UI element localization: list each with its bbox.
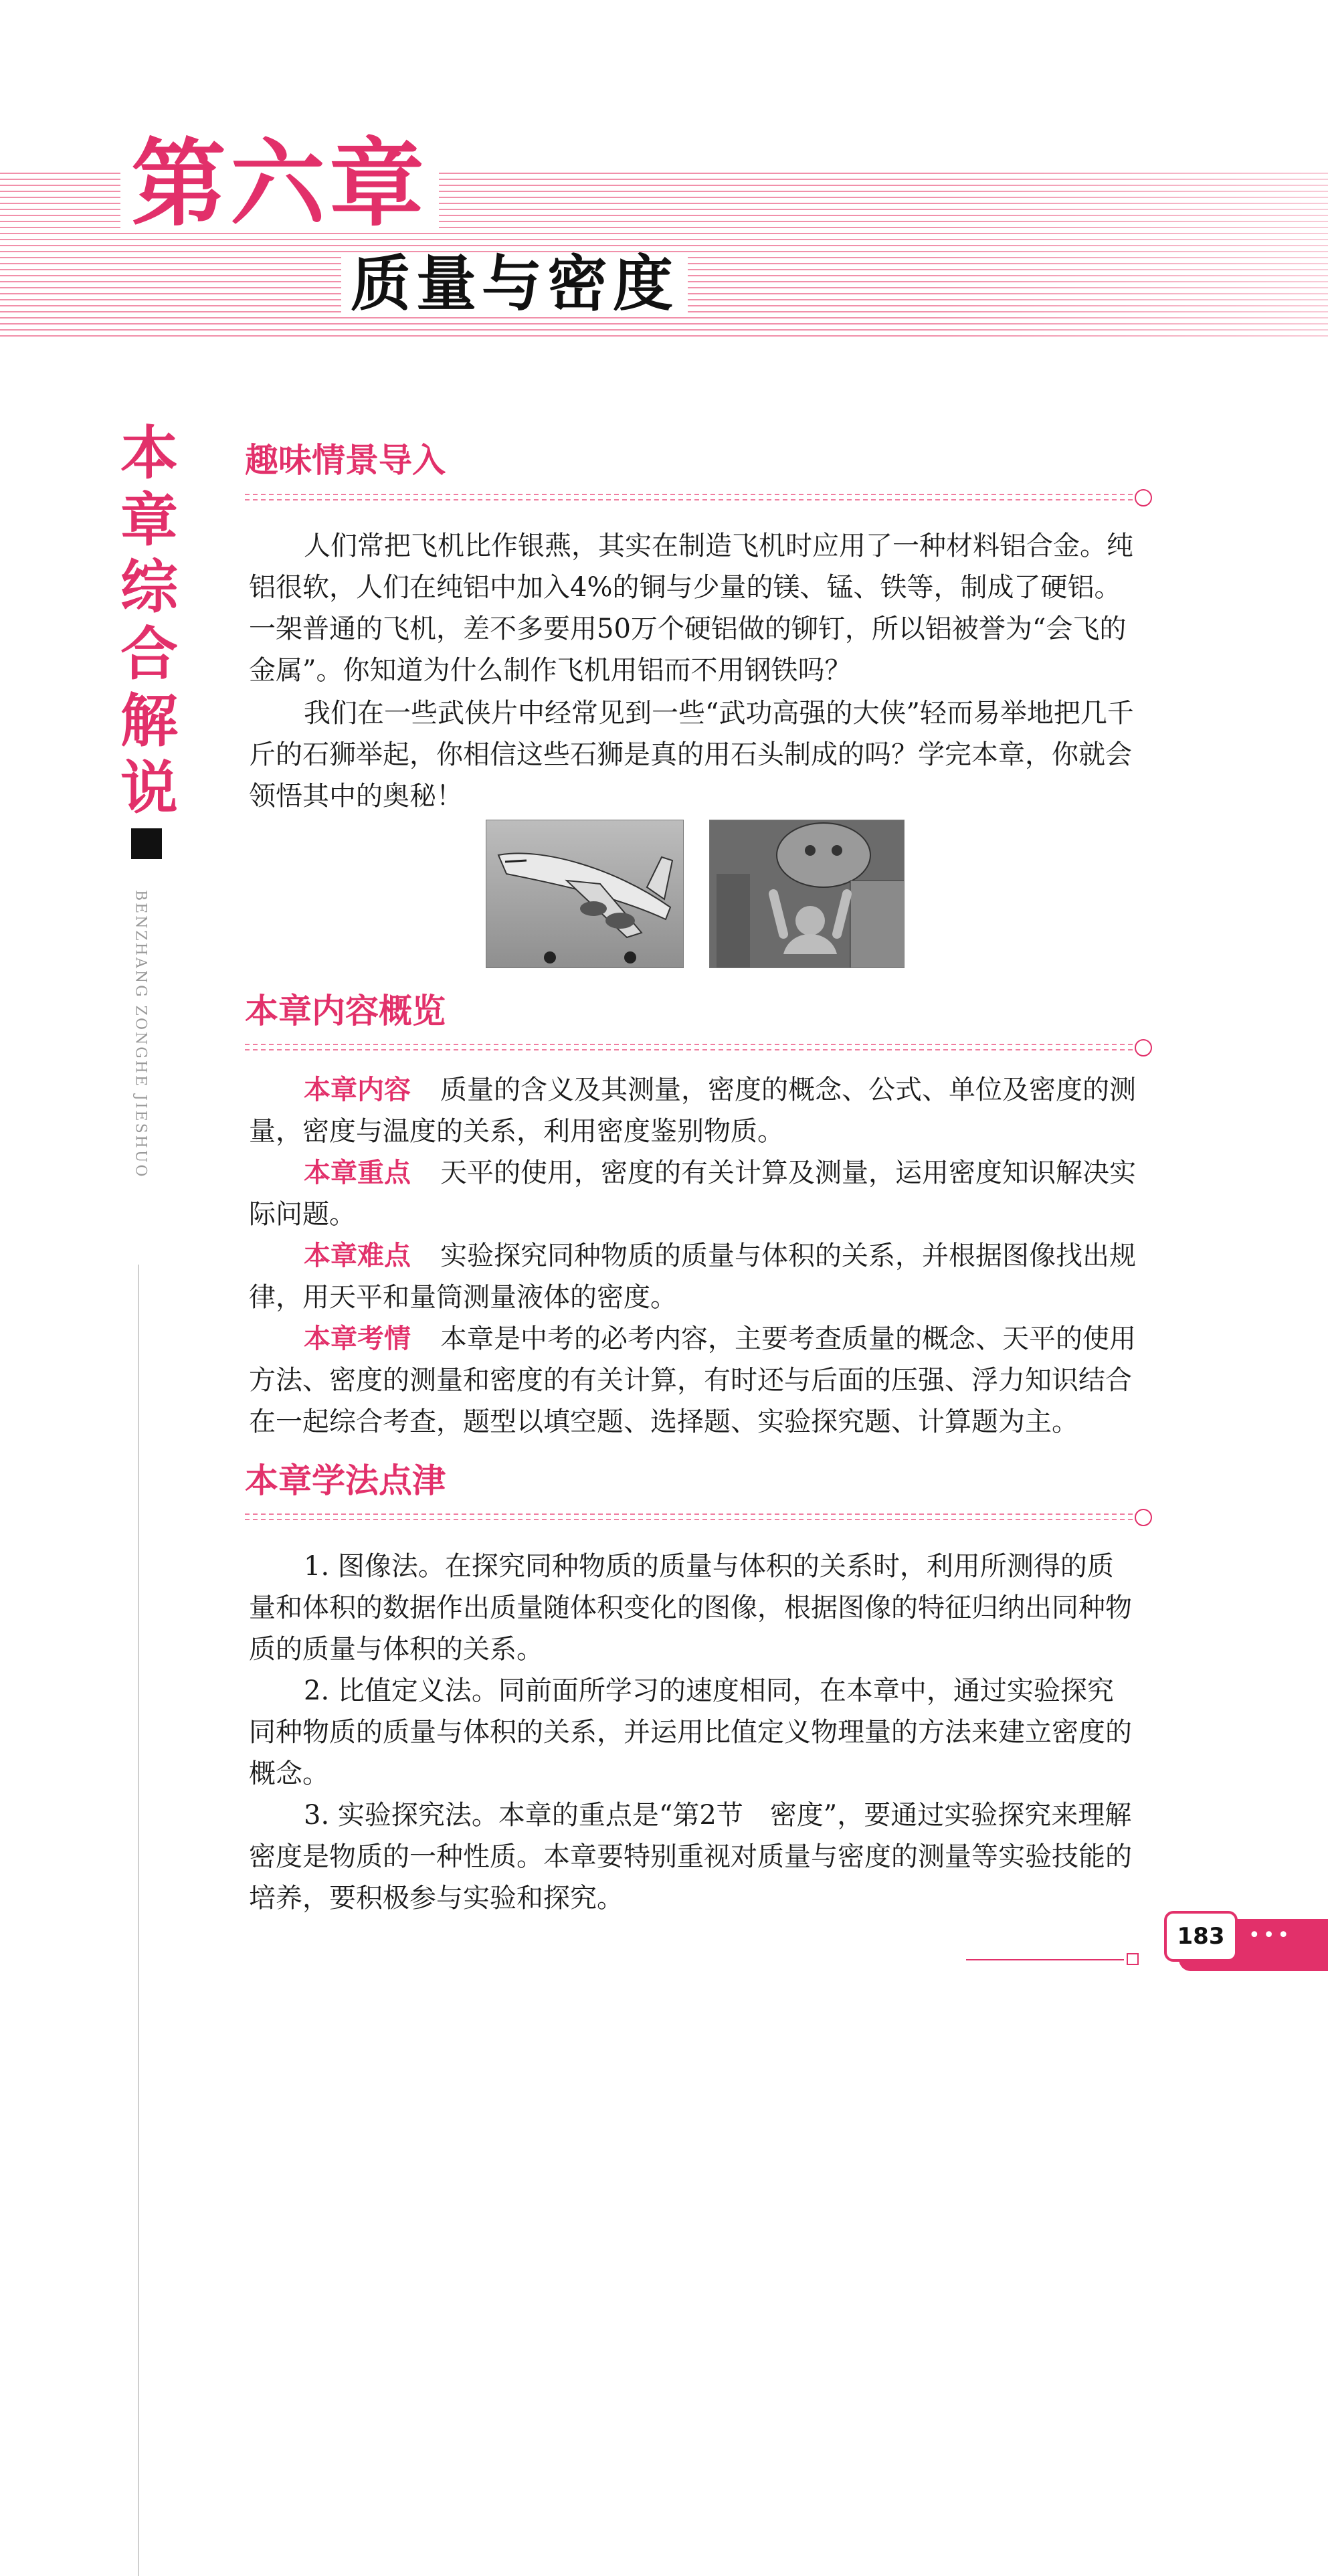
overview-text: 天平的使用，密度的有关计算及测量，运用密度知识解决实际问题。 (249, 1158, 1136, 1230)
divider-circle-icon (1135, 1039, 1152, 1056)
sidebar-latin-text: BENZHANG ZONGHE JIESHUO (132, 890, 149, 1179)
overview-label: 本章内容 (304, 1075, 411, 1105)
footer-dots-icon: ••• (1248, 1924, 1293, 1947)
section-divider (245, 1044, 1135, 1050)
overview-text: 质量的含义及其测量，密度的概念、公式、单位及密度的测量，密度与温度的关系，利用密度鉴别物质。 (249, 1075, 1136, 1147)
overview-text: 本章是中考的必考内容，主要考查质量的概念、天平的使用方法、密度的测量和密度的有关计算，有时还与后面的压强、浮力知识结合在一起综合考查，题型以填空题、选择题、实验探究题、计算题为主。 (249, 1323, 1136, 1437)
overview-item (249, 1235, 1139, 1318)
chapter-number: 第六章 (120, 137, 439, 232)
airplane-icon (486, 820, 684, 968)
intro-paragraph: 人们常把飞机比作银燕，其实在制造飞机时应用了一种材料铝合金。纯铝很软，人们在纯铝中加入4%的铜与少量的镁、锰、铁等，制成了硬铝。一架普通的飞机，差不多要用50万个硬铝做的铆钉，所以铝被誉为“会飞的金属”。你知道为什么制作飞机用铝而不用钢铁吗？ (249, 531, 1133, 686)
sidebar-title-char: 本 (120, 420, 178, 487)
airplane-photo (486, 820, 684, 968)
section-divider (245, 1513, 1135, 1520)
sidebar-title-char: 解 (120, 687, 178, 755)
overview-item (249, 1318, 1139, 1443)
sidebar-square-marker (131, 828, 162, 859)
method-paragraph: 2. 比值定义法。同前面所学习的速度相同，在本章中，通过实验探究同种物质的质量与体积的关系，并运用比值定义物理量的方法来建立密度的概念。 (249, 1675, 1132, 1789)
overview-item (249, 1069, 1139, 1152)
overview-label: 本章重点 (304, 1158, 411, 1188)
sidebar-title-char: 章 (120, 486, 178, 554)
section-heading-overview: 本章内容概览 (245, 992, 446, 1030)
section-divider (245, 494, 1135, 500)
sidebar-title-char: 说 (120, 754, 178, 822)
divider-circle-icon (1135, 489, 1152, 507)
section-heading-intro: 趣味情景导入 (245, 441, 446, 480)
stone-lion-photo (709, 820, 905, 968)
overview-item (249, 1152, 1139, 1235)
method-paragraph: 1. 图像法。在探究同种物质的质量与体积的关系时，利用所测得的质量和体积的数据作出质量随体积变化的图像，根据图像的特征归纳出同种物质的质量与体积的关系。 (249, 1551, 1132, 1665)
page-number: 183 (1164, 1911, 1238, 1962)
overview-label: 本章难点 (304, 1240, 411, 1271)
sidebar-title-char: 综 (120, 553, 178, 621)
sidebar-rule (138, 1265, 139, 2576)
footer-rule (966, 1959, 1124, 1960)
section-heading-methods: 本章学法点津 (245, 1461, 446, 1500)
sidebar-title-char: 合 (120, 620, 178, 688)
footer-square-icon (1127, 1953, 1139, 1965)
intro-paragraph: 我们在一些武侠片中经常见到一些“武功高强的大侠”轻而易举地把几千斤的石狮举起，你相信这些石狮是真的用石头制成的吗？学完本章，你就会领悟其中的奥秘！ (249, 698, 1134, 812)
stone-lion-icon (710, 820, 905, 968)
chapter-title: 质量与密度 (341, 254, 688, 314)
overview-text: 实验探究同种物质的质量与体积的关系，并根据图像找出规律，用天平和量筒测量液体的密度。 (249, 1240, 1136, 1313)
divider-circle-icon (1135, 1509, 1152, 1526)
overview-label: 本章考情 (304, 1323, 411, 1354)
sidebar-title (112, 420, 186, 822)
method-paragraph: 3. 实验探究法。本章的重点是“第2节 密度”，要通过实验探究来理解密度是物质的一种性质。本章要特别重视对质量与密度的测量等实验技能的培养，要积极参与实验和探究。 (249, 1800, 1132, 1914)
